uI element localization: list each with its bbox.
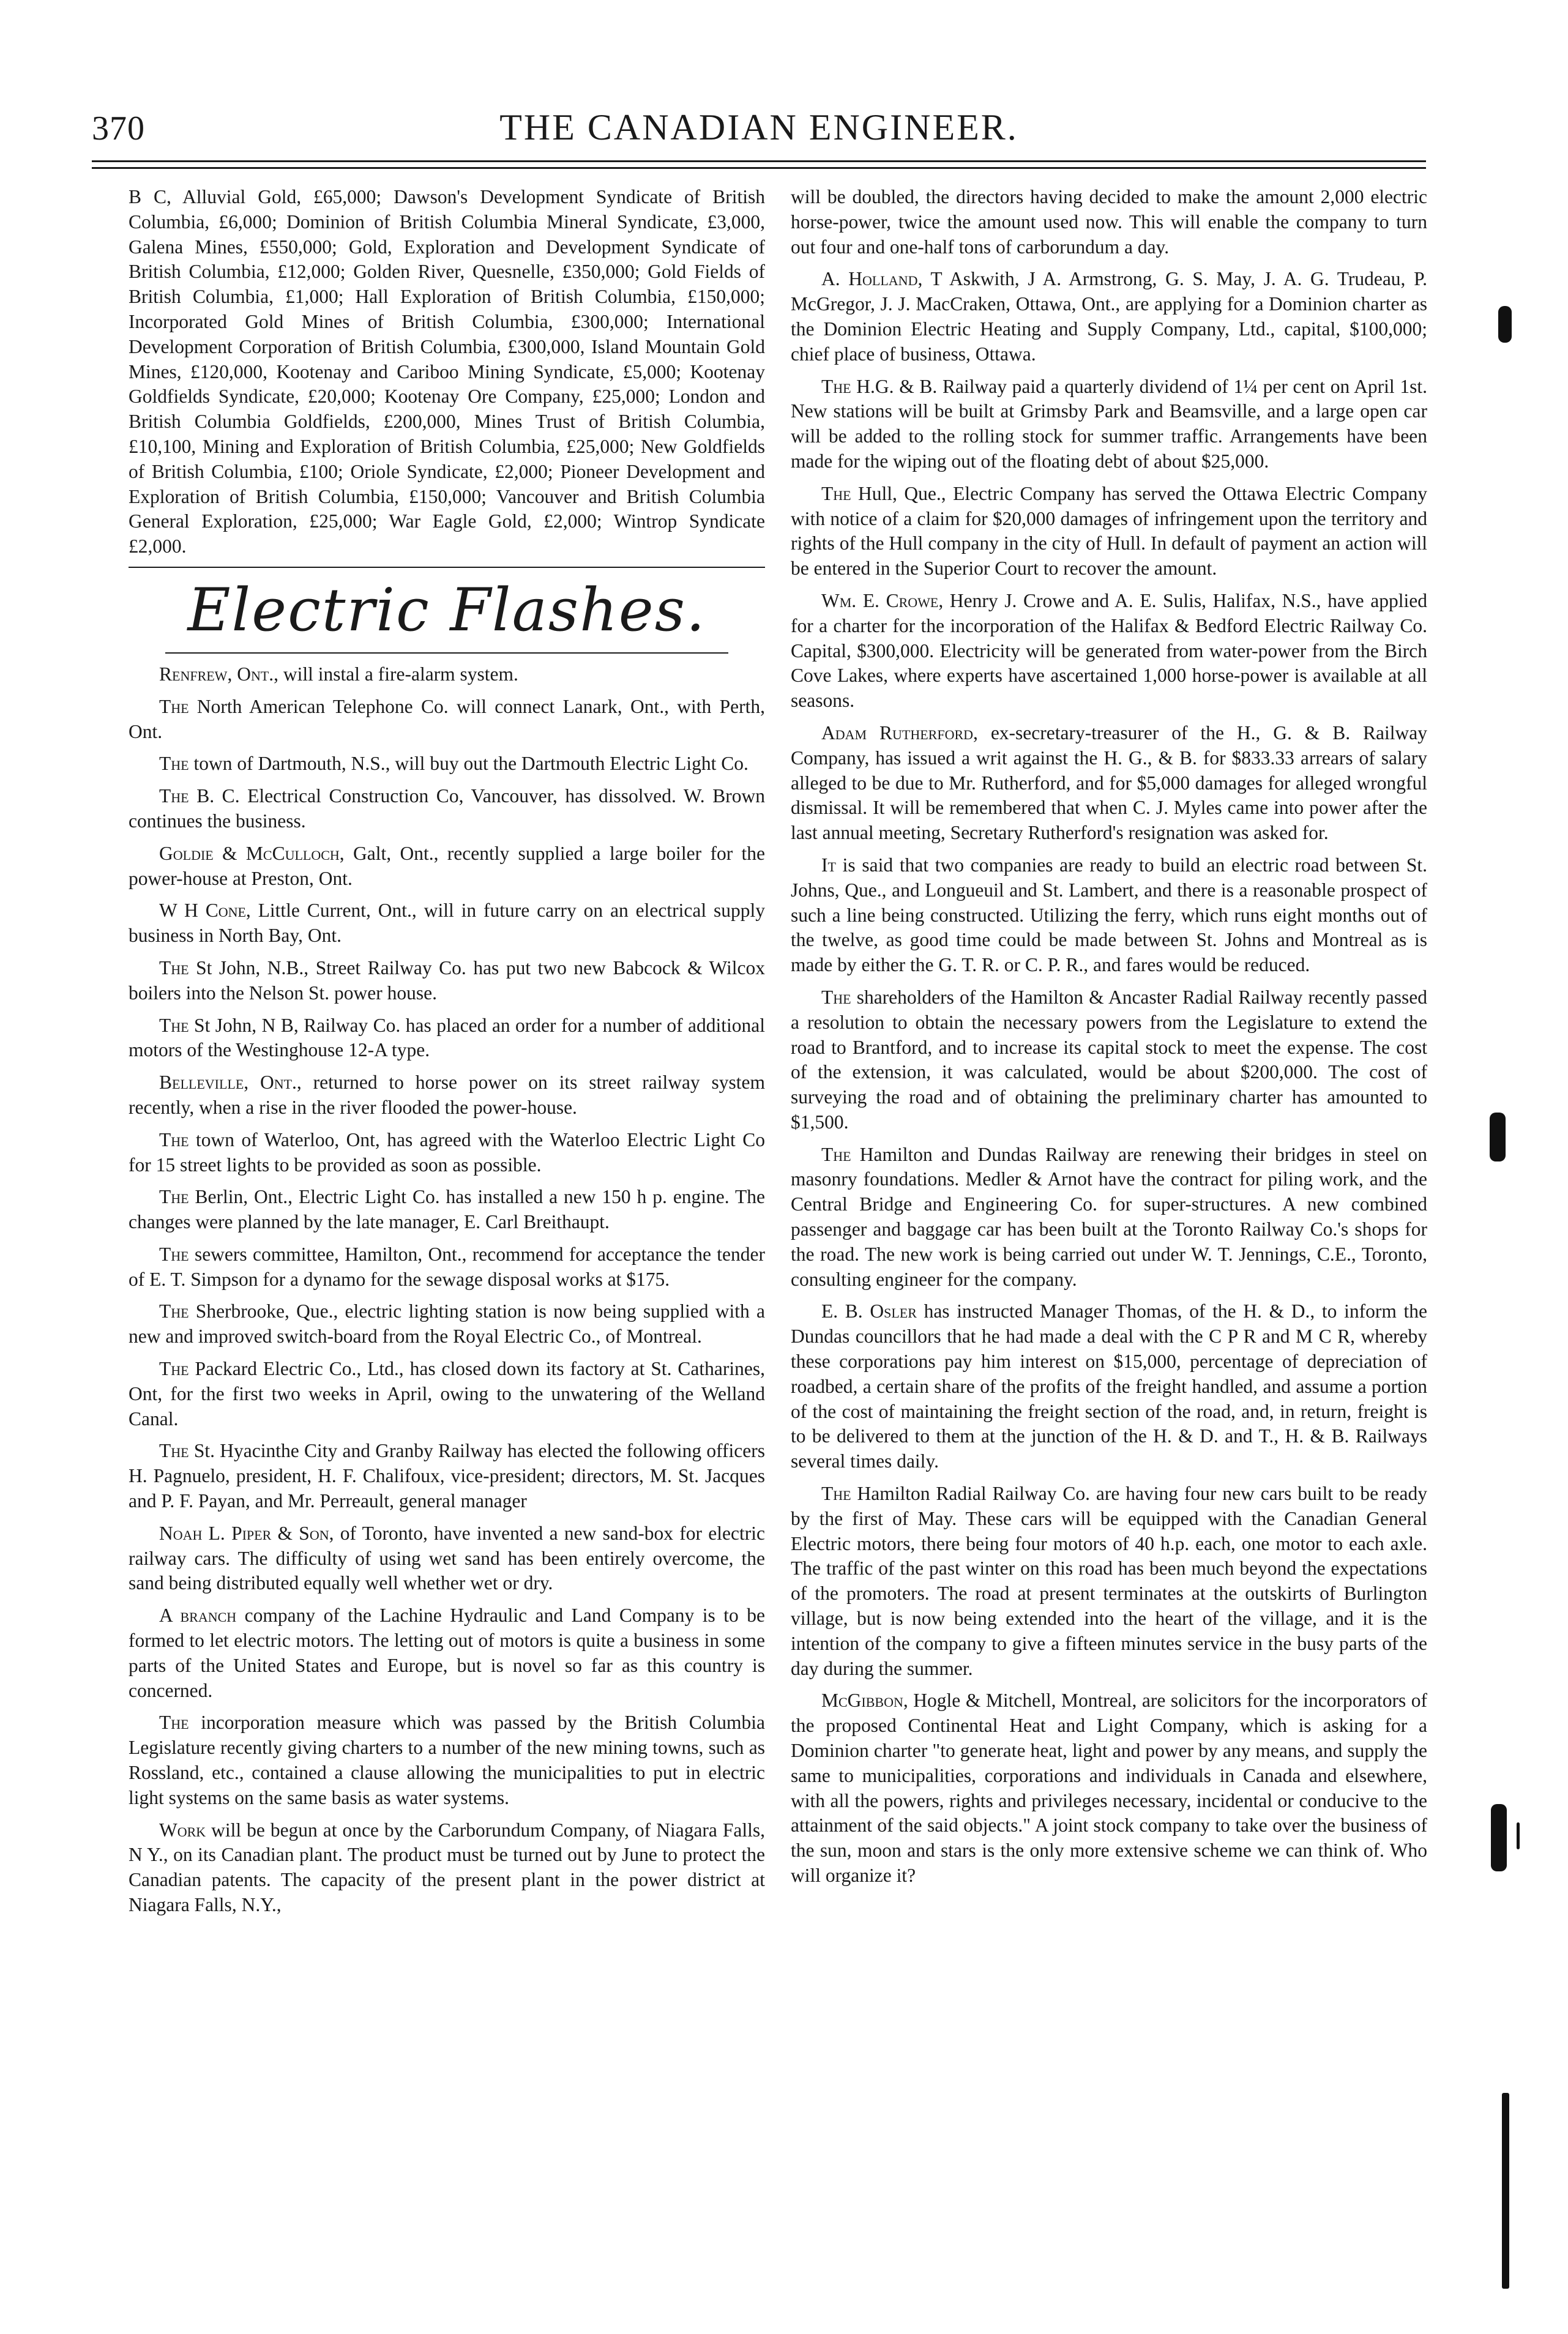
news-item (791, 985, 1427, 1135)
news-item (129, 1521, 765, 1596)
running-title: THE CANADIAN ENGINEER. (499, 107, 1018, 147)
news-item (791, 721, 1427, 846)
news-item (791, 375, 1427, 474)
news-item-text: St John, N B, Railway Co. has placed an order for a number of additional motors of the Westinghouse 12-A type. (129, 1014, 765, 1061)
news-item-lead: The (159, 1186, 189, 1208)
news-item-text: Galt, Ont., recently supplied a large boiler for the power-house at Preston, Ont. (129, 842, 766, 889)
news-item-lead: Adam Rutherford, (821, 721, 978, 744)
news-item (791, 185, 1427, 259)
news-item (129, 1357, 765, 1431)
news-item (129, 956, 765, 1006)
news-item-lead: The (159, 1300, 189, 1322)
news-item-text: is said that two companies are ready to build an electric road between St. Johns, Que., and Longueuil and St. Lambert, and there is a reasonable prospect of such a line being constructed. Utilizing the ferry, which runs eight months out of the twelve, as good time could be made between St. Johns and Montreal as is made by either the G. T. R. or C. P. R., and fares would be reduced. (791, 854, 1427, 976)
left-news-items (129, 662, 765, 1918)
news-item-lead: The (159, 753, 189, 775)
news-item (129, 1603, 765, 1703)
news-item-lead: Wm. E. Crowe, (821, 589, 944, 611)
news-item-text: returned to horse power on its street railway system recently, when a rise in the river flooded the power-house. (129, 1072, 765, 1118)
news-item-text: H.G. & B. Railway paid a quarterly dividend of 1¼ per cent on April 1st. New stations will be built at Grimsby Park and Beamsville, and a large open car will be added to the rolling stock for summer traffic. Arrangements have been made for the wiping out of the floating debt of about $25,000. (791, 375, 1427, 472)
news-item-text: ex-secretary-treasurer of the H., G. & B. Railway Company, has issued a writ against the H. G., & B. for $833.33 arrears of salary alleged to be due to Mr. Rutherford, and for $5,000 damages for alleged wrongful dismissal. It will be remembered that when C. J. Myles came into power after the last annual meeting, Secretary Rutherford's resignation was asked for. (791, 721, 1427, 844)
news-item (129, 1299, 765, 1349)
news-item-text: incorporation measure which was passed by the British Columbia Legislature recently giving charters to a number of the new mining towns, such as Rossland, etc., contained a clause allowing the municipalities to put in electric light systems on the same basis as water systems. (129, 1712, 765, 1808)
news-item-lead: Work (159, 1819, 206, 1841)
news-item-lead: The (821, 375, 851, 397)
news-item-text: will be begun at once by the Carborundum Company, of Niagara Falls, N Y., on its Canadian plant. The product must be turned out by June to protect the Canadian patents. The capacity of the present plant in the power district at Niagara Falls, N.Y., (129, 1819, 765, 1916)
section-title: Electric Flashes. (187, 575, 706, 644)
news-item-lead: Goldie & McCulloch, (159, 842, 345, 864)
news-item (791, 482, 1427, 581)
news-item-lead: The (159, 1440, 189, 1462)
news-item-text: Berlin, Ont., Electric Light Co. has installed a new 150 h p. engine. The changes were planned by the late manager, E. Carl Breithaupt. (129, 1186, 765, 1233)
news-item (129, 1710, 765, 1810)
news-item (129, 1439, 765, 1513)
news-item (791, 1688, 1427, 1888)
news-item-lead: The (821, 986, 851, 1008)
news-item-lead: E. B. Osler (821, 1300, 917, 1322)
news-item (129, 898, 765, 949)
news-item-lead: A. Holland, (821, 268, 923, 290)
news-item (129, 1818, 765, 1918)
news-item-text: has instructed Manager Thomas, of the H. & D., to inform the Dundas councillors that he had made a deal with the C P R and M C R, whereby these corporations pay him interest on $15,000, percentage of depreciation of roadbed, a certain share of the profits of the freight handled, and assume a portion of the cost of maintaining the freight section of the road, and, in return, freight is to be delivered to them at the junction of the H. & D. and T., H. & B. Railways several times daily. (791, 1300, 1427, 1472)
news-item-text: Hogle & Mitchell, Montreal, are solicitors for the incorporators of the proposed Continental Heat and Light Company, which is asking for a Dominion charter "to generate heat, light and power by any means, and supply the same to municipalities, corporations and individuals in Canada and elsewhere, with all the powers, rights and privileges necessary, incidental or conducive to the attainment of the said objects." A joint stock company to take over the business of the sun, moon and stars is the only more extensive scheme we can think of. Who will organize it? (791, 1690, 1427, 1886)
news-item-text: B. C. Electrical Construction Co, Vancouver, has dissolved. W. Brown continues the business. (129, 785, 765, 832)
news-item (129, 1128, 765, 1178)
news-item (791, 589, 1427, 714)
news-item-text: Packard Electric Co., Ltd., has closed down its factory at St. Catharines, Ont, for the first two weeks in April, owing to the unwatering of the Welland Canal. (129, 1358, 765, 1430)
page-header (92, 103, 1426, 152)
news-item-lead: The (159, 1243, 189, 1265)
news-item-lead: The (159, 1128, 189, 1150)
news-item (791, 853, 1427, 978)
news-item-text: Hamilton and Dundas Railway are renewing their bridges in steel on masonry foundations. Medler & Arnot have the contract for piling work, and the Central Bridge and Engineering Co. for super-structures. A new combined passenger and baggage car has been built at the Toronto Railway Co.'s shops for the road. The new work is being carried out under W. T. Jennings, C.E., Toronto, consulting engineer for the company. (791, 1143, 1427, 1290)
news-item-text: Henry J. Crowe and A. E. Sulis, Halifax, N.S., have applied for a charter for the incorporation of the Halifax & Bedford Electric Railway Co. Capital, $300,000. Electricity will be generated from water-power from the Birch Cove Lakes, where experts have ascertained 1,000 horse-power is available at all seasons. (791, 589, 1427, 712)
news-item-text: company of the Lachine Hydraulic and Land Company is to be formed to let electric motors. The letting out of motors is quite a business in some parts of the United States and Europe, but is novel so far as this country is concerned. (129, 1605, 765, 1701)
scan-mark (1498, 306, 1512, 343)
scan-mark (1502, 2093, 1509, 2289)
news-item-lead: The (159, 1358, 189, 1380)
news-item-text: St. Hyacinthe City and Granby Railway has elected the following officers H. Pagnuelo, president, H. F. Chalifoux, vice-president; directors, M. St. Jacques and P. F. Payan, and Mr. Perreault, general manager (129, 1440, 765, 1512)
news-item (129, 1242, 765, 1292)
news-item-text: town of Dartmouth, N.S., will buy out the Dartmouth Electric Light Co. (189, 753, 749, 775)
news-item (129, 1013, 765, 1064)
left-column (129, 185, 765, 1925)
news-item-text: town of Waterloo, Ont, has agreed with the Waterloo Electric Light Co for 15 street lights to be provided as soon as possible. (129, 1128, 765, 1176)
news-item-text: of Toronto, have invented a new sand-box for electric railway cars. The difficulty of using wet sand has been entirely overcome, the sand being distributed equally well whether wet or dry. (129, 1522, 765, 1594)
header-double-rule (92, 160, 1426, 169)
news-item-text: St John, N.B., Street Railway Co. has put two new Babcock & Wilcox boilers into the Nelson St. power house. (129, 956, 765, 1004)
news-item (129, 695, 765, 745)
scan-mark (1490, 1113, 1506, 1161)
news-item-text: Little Current, Ont., will in future carry on an electrical supply business in North Bay, Ont. (129, 900, 765, 947)
scan-mark (1517, 1822, 1520, 1849)
section-divider-bottom (165, 652, 728, 654)
right-news-items (791, 185, 1427, 1888)
news-item-lead: The (821, 482, 851, 504)
news-item-text: shareholders of the Hamilton & Ancaster Radial Railway recently passed a resolution to obtain the necessary powers from the Legislature to extend the road to Brantford, and to increase its capital stock to meet the expense. The cost of the extension, it was calculated, would be about $200,000. The cost of surveying the road and of obtaining the preliminary charter has amounted to $1,500. (791, 986, 1427, 1133)
news-item (129, 751, 765, 777)
news-item-lead: The (159, 695, 189, 717)
news-item-lead: The (159, 956, 189, 979)
news-item-text: North American Telephone Co. will connect Lanark, Ont., with Perth, Ont. (129, 695, 765, 742)
news-item-lead: Noah L. Piper & Son, (159, 1522, 334, 1544)
news-item-lead: The (821, 1143, 851, 1165)
news-item-lead: W H Cone, (159, 900, 251, 922)
news-item (129, 662, 765, 687)
section-divider-top (129, 567, 765, 568)
news-item (791, 267, 1427, 367)
news-item (791, 1299, 1427, 1474)
continued-paragraph: B C, Alluvial Gold, £65,000; Dawson's Development Syndicate of British Columbia, £6,000; Dominion of British Columbia Mineral Syndicate, £3,000, Galena Mines, £550,000; Gold, Exploration and Development Syndicate of British Columbia, £12,000; Golden River, Quesnelle, £350,000; Gold Fields of British Columbia, £1,000; Hall Exploration of British Columbia, £150,000; Incorporated Gold Mines of British Columbia, £300,000; International Development Corporation of British Columbia, £300,000, Island Mountain Gold Mines, £120,000, Kootenay and Cariboo Mining Syndicate, £5,000; Kootenay Goldfields Syndicate, £20,000; Kootenay Ore Company, £25,000; London and British Columbia Goldfields, £200,000, Mines Trust of British Columbia, £10,100, Mining and Exploration of British Columbia, £25,000; New Goldfields of British Columbia, £100; Oriole Syndicate, £2,000; Pioneer Development and Exploration of British Columbia, £150,000; Vancouver and British Columbia General Exploration, £25,000; War Eagle Gold, £2,000; Wintrop Syndicate £2,000. (129, 186, 765, 557)
news-item-lead: McGibbon, (821, 1690, 908, 1712)
news-item-text: T Askwith, J A. Armstrong, G. S. May, J. A. G. Trudeau, P. McGregor, J. J. MacCraken, Ottawa, Ont., are applying for a Dominion charter as the Dominion Electric Heating and Supply Company, Ltd., capital, $100,000; chief place of business, Ottawa. (791, 268, 1427, 365)
page-number: 370 (92, 110, 145, 147)
news-item-text: Sherbrooke, Que., electric lighting station is now being supplied with a new and improved switch-board from the Royal Electric Co., of Montreal. (129, 1300, 765, 1348)
news-item-text: will be doubled, the directors having decided to make the amount 2,000 electric horse-power, twice the amount used now. This will enable the company to turn out four and one-half tons of carborundum a day. (791, 186, 1427, 258)
news-item-lead: The (159, 1014, 189, 1036)
news-item (791, 1482, 1427, 1681)
news-item-lead: The (159, 785, 189, 807)
news-item-lead: A branch (159, 1605, 237, 1627)
right-column (791, 185, 1427, 1896)
news-item-lead: Belleville, Ont., (159, 1072, 302, 1094)
news-item (129, 1185, 765, 1235)
news-item (129, 1070, 765, 1120)
news-item-lead: The (159, 1712, 189, 1734)
news-item-text: Hull, Que., Electric Company has served the Ottawa Electric Company with notice of a claim for $20,000 damages of infringement upon the territory and rights of the Hull company in the city of Hull. In default of payment an action will be entered in the Superior Court to recover the amount. (791, 482, 1427, 580)
news-item-text: sewers committee, Hamilton, Ont., recommend for acceptance the tender of E. T. Simpson for a dynamo for the sewage disposal works at $175. (129, 1243, 765, 1290)
news-item (129, 841, 765, 892)
scan-mark (1491, 1804, 1507, 1871)
news-item-lead: The (821, 1483, 851, 1505)
news-item-lead: It (821, 854, 836, 876)
news-item (129, 784, 765, 834)
news-item-lead: Renfrew, Ont., (159, 663, 279, 685)
news-item (791, 1143, 1427, 1292)
news-item-text: Hamilton Radial Railway Co. are having four new cars built to be ready by the first of May. These cars will be equipped with the Canadian General Electric motors, there being four motors of 40 h.p. each, one motor to each axle. The traffic of the past winter on this road has been much beyond the expectations of the promoters. The road at present terminates at the outskirts of Burlington village, but is now being extended into the heart of the village, and it is the intention of the company to give a fifteen minutes service in the busy parts of the day during the summer. (791, 1483, 1427, 1679)
news-item-text: will instal a fire-alarm system. (278, 663, 518, 685)
